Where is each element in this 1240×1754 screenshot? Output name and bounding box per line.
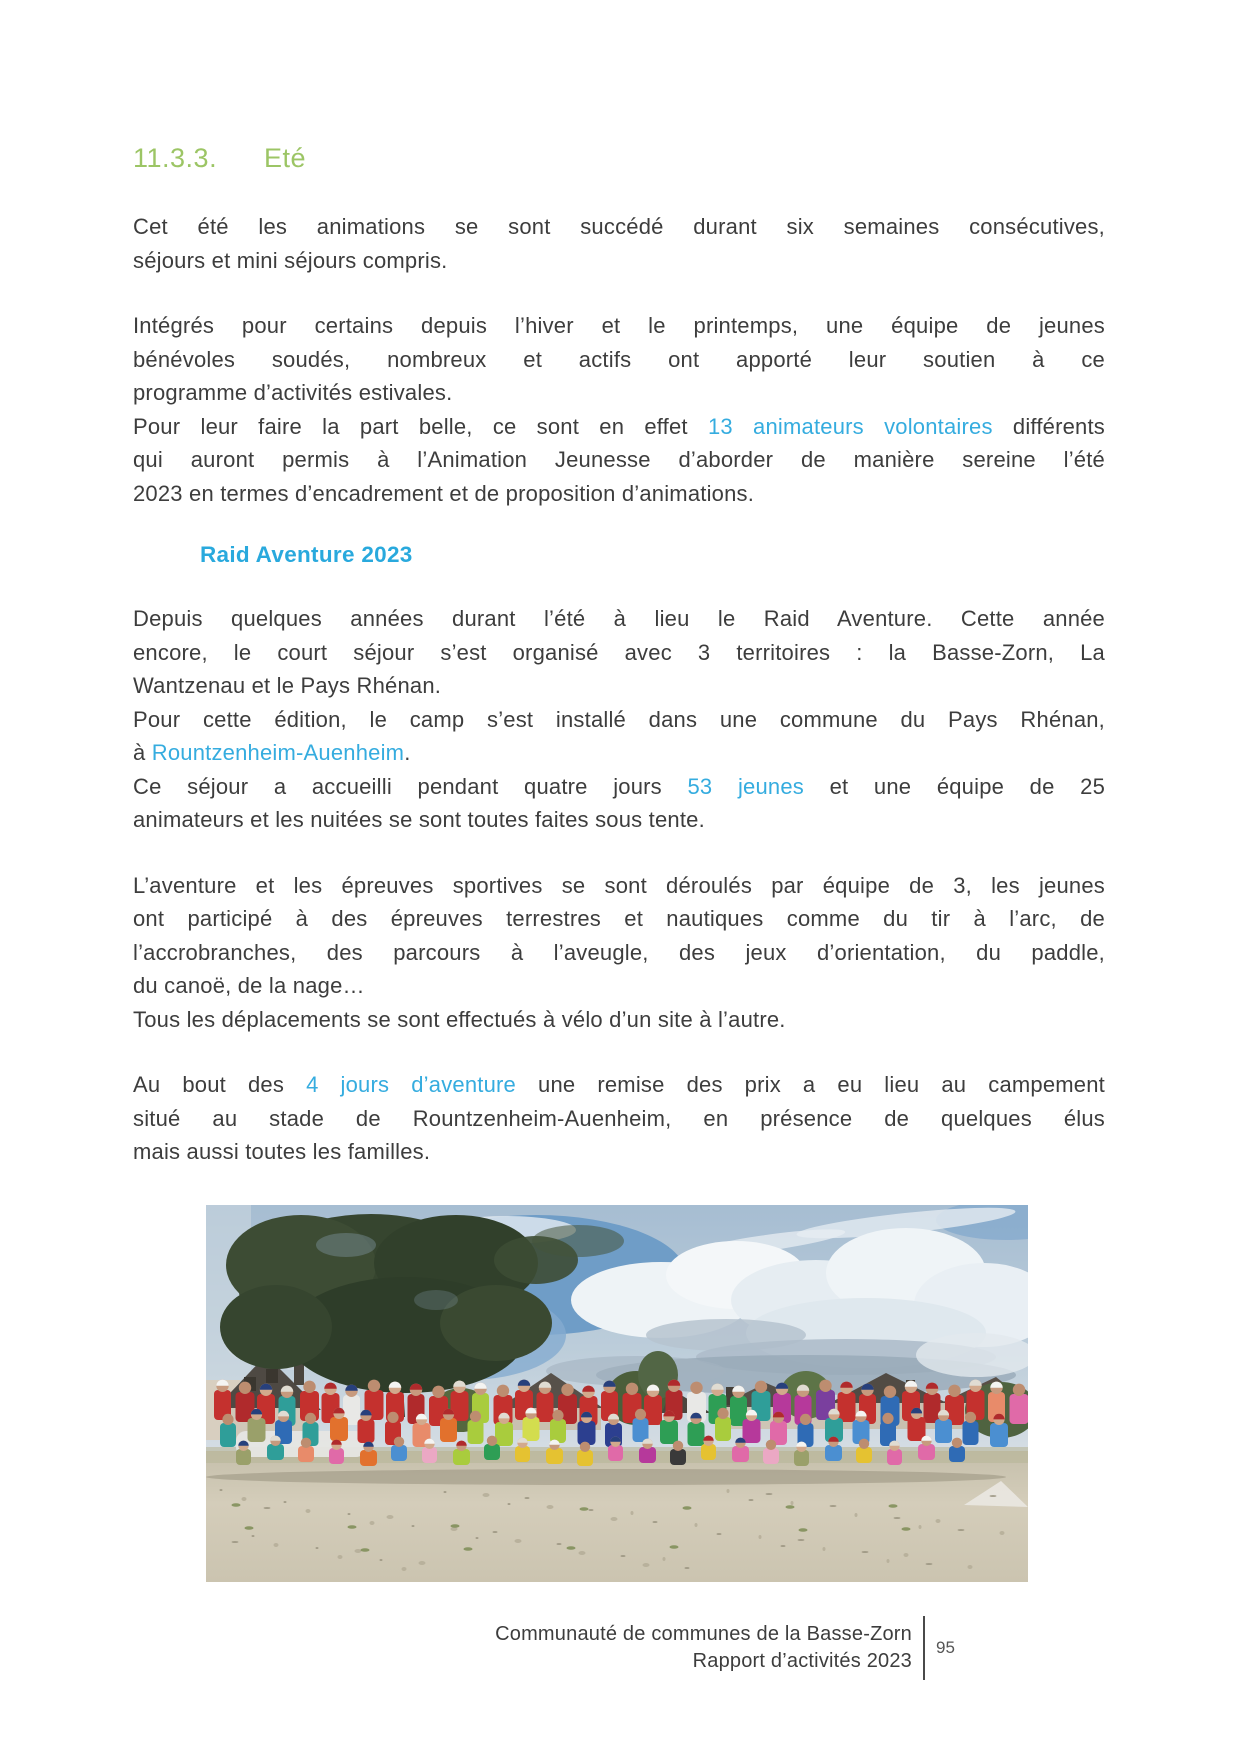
- text-segment: Wantzenau et le Pays Rhénan.: [133, 673, 442, 698]
- text-segment: Ce séjour a accueilli pendant quatre jours: [133, 773, 688, 799]
- group-photo-illustration: [206, 1205, 1028, 1582]
- text-segment: Cet été les animations se sont succédé durant six semaines consécutives,: [133, 214, 1105, 239]
- body-content: [133, 210, 1105, 1169]
- paragraph: [133, 210, 1105, 277]
- text-segment: bénévoles soudés, nombreux et actifs ont apporté leur soutien à ce: [133, 346, 1105, 372]
- text-line: [133, 443, 1105, 477]
- text-line: [133, 1068, 1105, 1102]
- text-segment: l’accrobranches, des parcours à l’aveugle, des jeux d’orientation, du paddle,: [133, 939, 1105, 965]
- text-segment: mais aussi toutes les familles.: [133, 1139, 431, 1164]
- text-segment: Pour leur faire la part belle, ce sont en effet: [133, 413, 708, 439]
- accent-text: 13 animateurs volontaires: [707, 413, 993, 439]
- text-segment: Tous les déplacements se sont effectués à vélo d’un site à l’autre.: [133, 1006, 786, 1032]
- section-title: Eté: [264, 143, 307, 173]
- text-segment: séjours et mini séjours compris.: [133, 247, 448, 273]
- text-segment: qui auront permis à l’Animation Jeunesse d’aborder de manière sereine l’été: [133, 447, 1105, 472]
- paragraph: [133, 309, 1105, 510]
- people-shadow: [206, 1469, 1006, 1485]
- raid-aventure-photo: [206, 1205, 1028, 1582]
- text-line: [133, 1003, 1105, 1037]
- text-line: [133, 1102, 1105, 1136]
- text-segment: encore, le court séjour s’est organisé avec 3 territoires : la Basse-Zorn, La: [133, 639, 1105, 665]
- text-segment: 2023 en termes d’encadrement et de proposition d’animations.: [133, 480, 755, 506]
- text-line: [133, 636, 1105, 670]
- text-line: [133, 410, 1105, 444]
- person: [924, 1382, 941, 1422]
- text-segment: situé au stade de Rountzenheim-Auenheim, en présence de quelques élus: [133, 1105, 1105, 1131]
- text-line: [133, 936, 1105, 970]
- text-line: [133, 703, 1105, 737]
- text-segment: programme d’activités estivales.: [133, 380, 453, 405]
- text-segment: du canoë, de la nage…: [133, 973, 365, 998]
- subheading-raid-aventure: Raid Aventure 2023: [200, 542, 413, 567]
- accent-text: Rountzenheim-Auenheim: [151, 740, 405, 765]
- text-segment: Au bout des: [133, 1072, 307, 1097]
- text-line: [133, 736, 1105, 770]
- text-segment: et une équipe de 25: [803, 773, 1106, 799]
- footer-org: Communauté de communes de la Basse-Zorn: [495, 1623, 912, 1645]
- text-line: [133, 1135, 1105, 1169]
- page-footer: [0, 1616, 962, 1680]
- footer-doc-title: Rapport d’activités 2023: [692, 1650, 912, 1672]
- text-line: [133, 602, 1105, 636]
- accent-text: 4 jours d’aventure: [306, 1072, 516, 1097]
- text-line: [133, 969, 1105, 1003]
- text-segment: .: [404, 740, 411, 765]
- text-segment: différents: [992, 413, 1105, 439]
- page-number: 95: [936, 1638, 955, 1657]
- accent-text: 53 jeunes: [687, 773, 804, 799]
- text-line: [133, 343, 1105, 377]
- text-segment: Depuis quelques années durant l’été à lieu le Raid Aventure. Cette année: [133, 606, 1105, 631]
- text-line: [133, 869, 1105, 903]
- text-segment: animateurs et les nuitées se sont toutes faites sous tente.: [133, 807, 705, 832]
- paragraph: [133, 869, 1105, 1037]
- text-segment: à: [133, 740, 152, 765]
- text-line: [133, 244, 1105, 278]
- text-segment: une remise des prix a eu lieu au campement: [515, 1072, 1105, 1097]
- text-line: [133, 803, 1105, 837]
- text-line: [133, 902, 1105, 936]
- text-segment: Intégrés pour certains depuis l’hiver et le printemps, une équipe de jeunes: [133, 313, 1105, 338]
- text-line: [133, 770, 1105, 804]
- section-number: 11.3.3.: [133, 143, 218, 173]
- text-segment: L’aventure et les épreuves sportives se sont déroulés par équipe de 3, les jeunes: [133, 872, 1105, 898]
- person: [537, 1381, 554, 1421]
- text-line: [133, 477, 1105, 511]
- footer-divider: [923, 1616, 925, 1680]
- text-segment: ont participé à des épreuves terrestres et nautiques comme du tir à l’arc, de: [133, 906, 1105, 931]
- text-line: [133, 210, 1105, 244]
- text-segment: Pour cette édition, le camp s’est installé dans une commune du Pays Rhénan,: [133, 706, 1105, 732]
- section-heading: [133, 143, 1105, 174]
- text-line: [133, 376, 1105, 410]
- footer-text: [495, 1621, 912, 1675]
- paragraph: [133, 1068, 1105, 1169]
- text-line: [133, 669, 1105, 703]
- page-body: [133, 143, 1105, 1582]
- text-line: [133, 309, 1105, 343]
- paragraph: [133, 602, 1105, 837]
